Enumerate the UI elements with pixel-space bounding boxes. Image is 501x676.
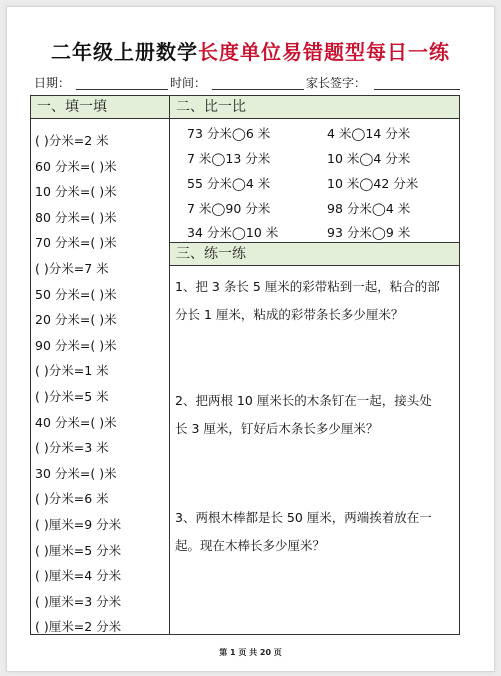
exercise-grid <box>30 95 460 635</box>
section2-header: 二、比一比 <box>170 96 459 119</box>
parent-sign-label: 家长签字： <box>306 76 367 90</box>
fill-item: 40 分米=( )米 <box>35 414 117 430</box>
time-blank[interactable] <box>212 89 304 90</box>
page-number: 第 1 页 共 20 页 <box>219 648 282 657</box>
fill-item: ( )分米=2 米 <box>35 133 109 148</box>
section3-header: 三、练一练 <box>170 242 459 266</box>
date-label: 日期： <box>34 76 71 90</box>
title-black: 二年级上册数学 <box>51 40 198 64</box>
word-problem-line: 分长 1 厘米，粘成的彩带条长多少厘米？ <box>175 307 404 322</box>
date-blank[interactable] <box>76 89 168 90</box>
compare-item: 7 米◯13 分米 <box>187 151 271 166</box>
fill-item: 70 分米=( )米 <box>35 235 117 251</box>
fill-item: ( )厘米=5 分米 <box>35 542 122 558</box>
fill-item: 30 分米=( )米 <box>35 465 117 481</box>
time-label: 时间： <box>170 76 207 90</box>
compare-item: 34 分米◯10 米 <box>187 225 279 240</box>
fill-item: 80 分米=( )米 <box>35 209 117 225</box>
fill-item: ( )厘米=2 分米 <box>35 619 122 635</box>
fill-item: ( )分米=3 米 <box>35 440 109 456</box>
compare-item: 93 分米◯9 米 <box>327 225 411 240</box>
section1-header: 一、填一填 <box>31 96 169 119</box>
fill-item: ( )分米=5 米 <box>35 388 109 404</box>
fill-item: 60 分米=( )米 <box>35 158 117 174</box>
word-problem-line: 2、把两根 10 厘米长的木条钉在一起，接头处 <box>175 393 432 408</box>
compare-item: 10 米◯4 分米 <box>327 151 411 166</box>
title-red: 长度单位易错题型每日一练 <box>198 40 450 64</box>
fill-item: ( )厘米=9 分米 <box>35 516 122 532</box>
column-divider <box>169 96 170 634</box>
compare-item: 4 米◯14 分米 <box>327 126 411 141</box>
compare-item: 73 分米◯6 米 <box>187 126 271 141</box>
word-problem-1 <box>175 273 457 329</box>
word-problem-line: 3、两根木棒都是长 50 厘米，两端挨着放在一 <box>175 510 432 525</box>
page-title <box>0 36 501 65</box>
compare-item: 55 分米◯4 米 <box>187 176 271 191</box>
parent-sign-blank[interactable] <box>374 89 460 90</box>
fill-item: ( )厘米=3 分米 <box>35 593 122 609</box>
compare-item: 7 米◯90 分米 <box>187 201 271 216</box>
fill-in-list <box>35 128 121 640</box>
fill-item: ( )厘米=4 分米 <box>35 568 122 584</box>
fill-item: 10 分米=( )米 <box>35 184 117 200</box>
word-problem-line: 1、把 3 条长 5 厘米的彩带粘到一起，粘合的部 <box>175 279 440 294</box>
word-problem-2 <box>175 387 457 443</box>
fill-item: ( )分米=6 米 <box>35 491 109 507</box>
fill-item: 90 分米=( )米 <box>35 337 117 353</box>
word-problem-line: 长 3 厘米，钉好后木条长多少厘米？ <box>175 421 379 436</box>
compare-item: 10 米◯42 分米 <box>327 176 419 191</box>
fill-item: 50 分米=( )米 <box>35 286 117 302</box>
word-problem-line: 起。现在木棒长多少厘米？ <box>175 538 326 553</box>
fill-item: 20 分米=( )米 <box>35 312 117 328</box>
compare-item: 98 分米◯4 米 <box>327 201 411 216</box>
word-problem-3 <box>175 504 457 560</box>
fill-item: ( )分米=1 米 <box>35 363 109 379</box>
fill-item: ( )分米=7 米 <box>35 260 109 276</box>
